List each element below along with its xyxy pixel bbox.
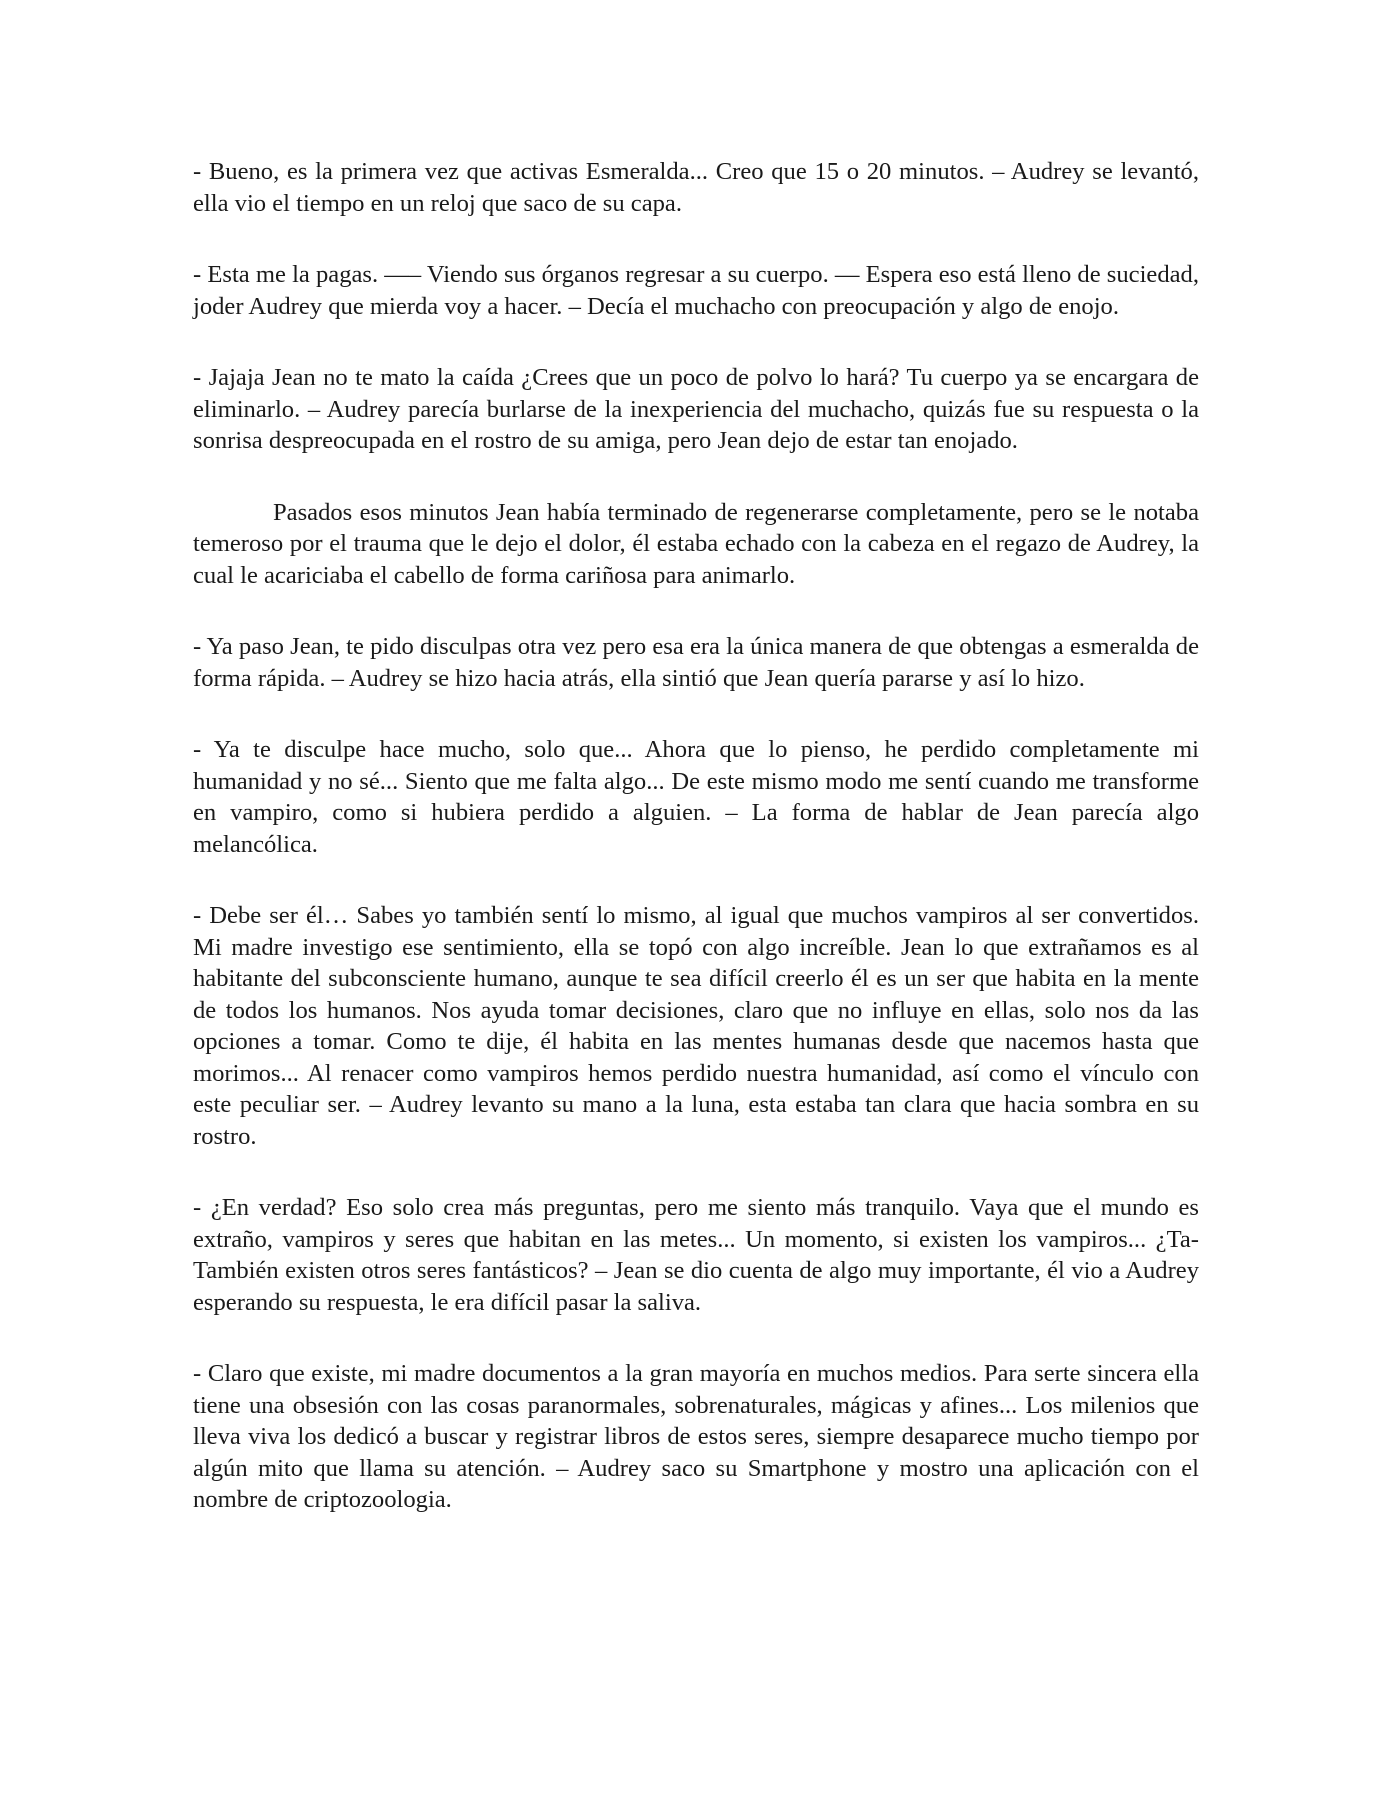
paragraph-8: - ¿En verdad? Eso solo crea más preguntas, pero me siento más tranquilo. Vaya que el mundo es extraño, vampiros y seres que habitan en las metes... Un momento, si existen los vampiros... ¿Ta-También existen otros seres fantásticos? – Jean se dio cuenta de algo muy importante, él vio a Audrey esperando su respuesta, le era difícil pasar la saliva. [193,1194,1199,1316]
paragraph-4: Pasados esos minutos Jean había terminado de regenerarse completamente, pero se le notaba temeroso por el trauma que le dejo el dolor, él estaba echado con la cabeza en el regazo de Audrey, la cual le acariciaba el cabello de forma cariñosa para animarlo. [193,498,1199,589]
paragraph-9: - Claro que existe, mi madre documentos a la gran mayoría en muchos medios. Para serte sincera ella tiene una obsesión con las cosas paranormales, sobrenaturales, mágicas y afines... Los milenios que lleva viva los dedicó a buscar y registrar libros de estos seres, siempre desaparece mucho tiempo por algún mito que llama su atención. – Audrey saco su Smartphone y mostro una aplicación con el nombre de criptozoologia. [193,1360,1199,1513]
document-page [193,156,1199,1556]
paragraph-6: - Ya te disculpe hace mucho, solo que... Ahora que lo pienso, he perdido completamente mi humanidad y no sé... Siento que me falta algo... De este mismo modo me sentí cuando me transforme en vampiro, como si hubiera perdido a alguien. – La forma de hablar de Jean parecía algo melancólica. [193,736,1199,858]
paragraph-3: - Jajaja Jean no te mato la caída ¿Crees que un poco de polvo lo hará? Tu cuerpo ya se encargara de eliminarlo. – Audrey parecía burlarse de la inexperiencia del muchacho, quizás fue su respuesta o la sonrisa despreocupada en el rostro de su amiga, pero Jean dejo de estar tan enojado. [193,364,1199,454]
paragraph-5: - Ya paso Jean, te pido disculpas otra vez pero esa era la única manera de que obtengas a esmeralda de forma rápida. – Audrey se hizo hacia atrás, ella sintió que Jean quería pararse y así lo hizo. [193,633,1199,692]
paragraph-2: - Esta me la pagas. —– Viendo sus órganos regresar a su cuerpo. — Espera eso está lleno de suciedad, joder Audrey que mierda voy a hacer. – Decía el muchacho con preocupación y algo de enojo. [193,261,1199,320]
paragraph-1: - Bueno, es la primera vez que activas Esmeralda... Creo que 15 o 20 minutos. – Audrey se levantó, ella vio el tiempo en un reloj que saco de su capa. [193,158,1199,217]
paragraph-7: - Debe ser él… Sabes yo también sentí lo mismo, al igual que muchos vampiros al ser convertidos. Mi madre investigo ese sentimiento, ella se topó con algo increíble. Jean lo que extrañamos es al habitante del subconsciente humano, aunque te sea difícil creerlo él es un ser que habita en la mente de todos los humanos. Nos ayuda tomar decisiones, claro que no influye en ellas, solo nos da las opciones a tomar. Como te dije, él habita en las mentes humanas desde que nacemos hasta que morimos... Al renacer como vampiros hemos perdido nuestra humanidad, así como el vínculo con este peculiar ser. – Audrey levanto su mano a la luna, esta estaba tan clara que hacia sombra en su rostro. [193,902,1199,1150]
